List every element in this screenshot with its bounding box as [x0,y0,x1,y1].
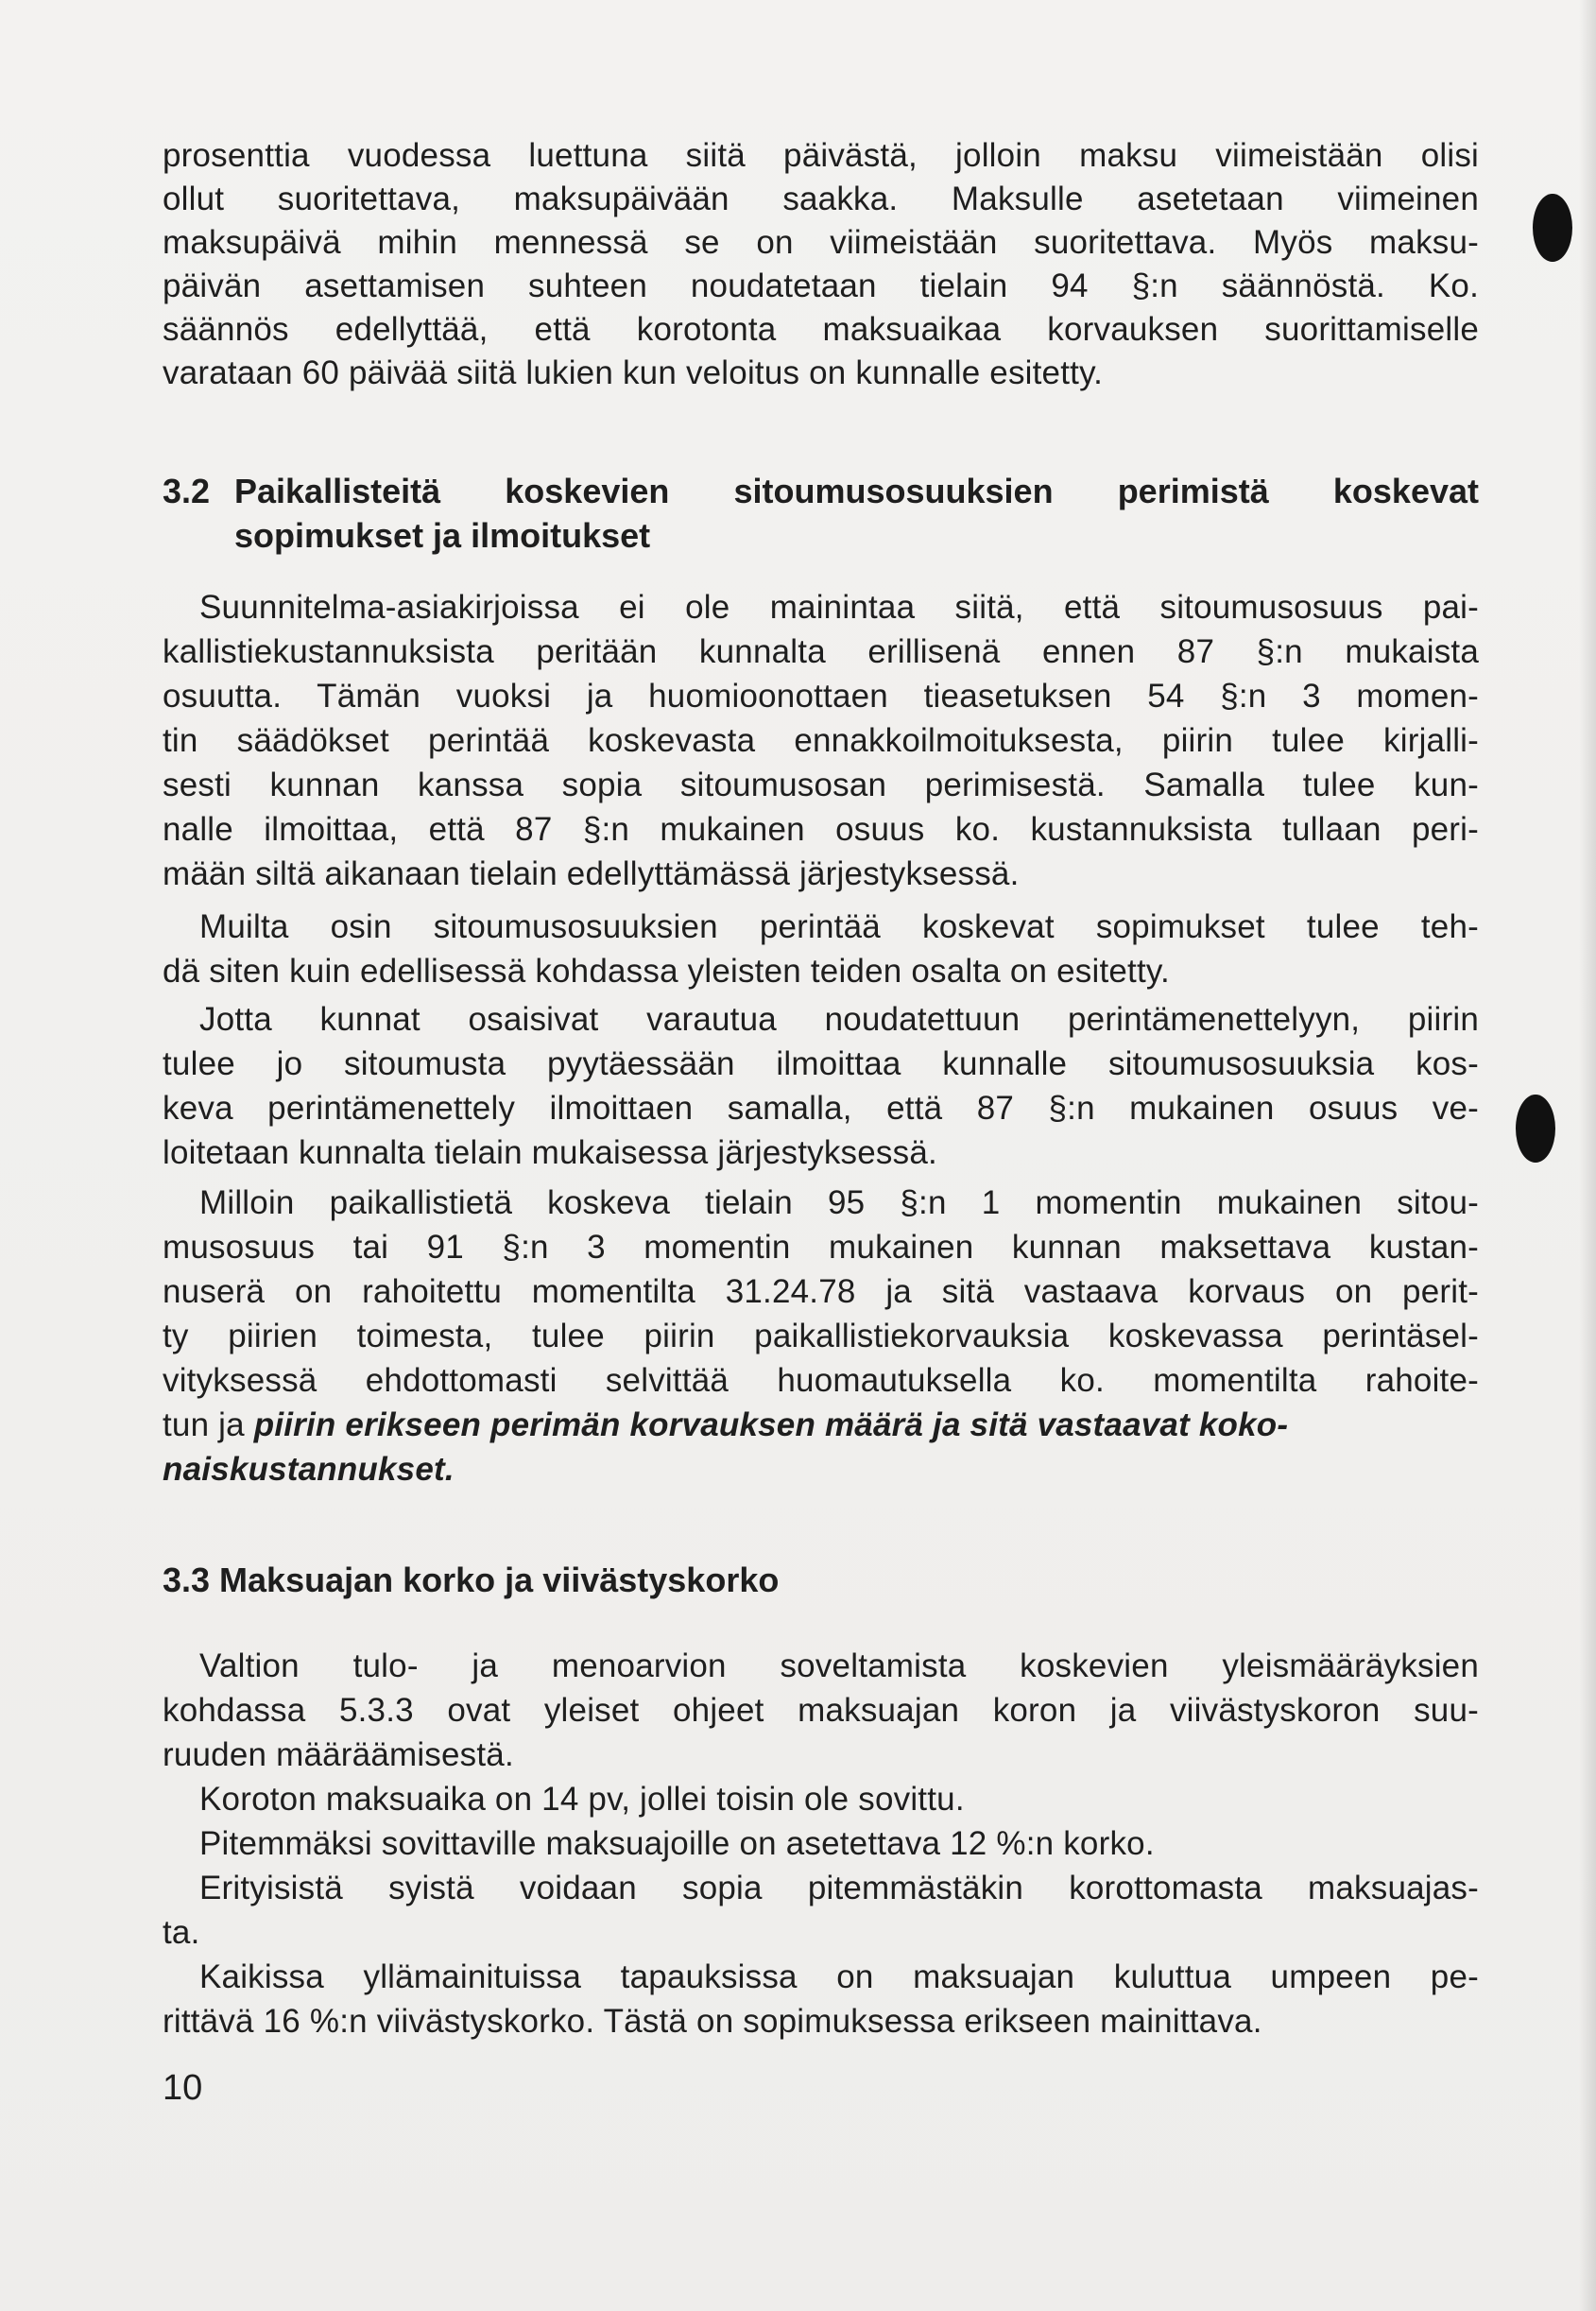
body-line: nalle ilmoittaa, että 87 §:n mukainen osuus ko. kustannuksista tullaan peri- [163,811,1479,848]
body-line: Pitemmäksi sovittaville maksuajoille on asetettava 12 %:n korko. [199,1825,1155,1862]
body-line: loitetaan kunnalta tielain mukaisessa järjestyksessä. [163,1134,937,1171]
body-line: Milloin paikallistietä koskeva tielain 95 §:n 1 momentin mukainen sitou- [199,1184,1479,1221]
body-line: Erityisistä syistä voidaan sopia pitemmästäkin korottomasta maksuajas- [199,1870,1479,1906]
intro-line: maksupäivä mihin mennessä se on viimeistään suoritettava. Myös maksu- [163,224,1479,261]
body-line: rittävä 16 %:n viivästyskorko. Tästä on sopimuksessa erikseen mainittava. [163,2003,1262,2040]
intro-line: säännös edellyttää, että korotonta maksuaikaa korvauksen suorittamiselle [163,311,1479,348]
body-text: tun ja [163,1406,254,1443]
body-line: mään siltä aikanaan tielain edellyttämässä järjestyksessä. [163,855,1020,892]
emphasized-text: naiskustannukset. [163,1451,455,1488]
body-line: sesti kunnan kanssa sopia sitoumusosan perimisestä. Samalla tulee kun- [163,767,1479,803]
intro-line: prosenttia vuodessa luettuna siitä päivästä, jolloin maksu viimeistään olisi [163,137,1479,174]
body-line: ty piirien toimesta, tulee piirin paikallistiekorvauksia koskevassa perintäsel- [163,1318,1479,1354]
body-line: musosuus tai 91 §:n 3 momentin mukainen kunnan maksettava kustan- [163,1229,1479,1266]
intro-line: varataan 60 päivää siitä lukien kun veloitus on kunnalle esitetty. [163,354,1104,391]
body-line: kallistiekustannuksista peritään kunnalta erillisenä ennen 87 §:n mukaista [163,633,1479,670]
body-line: Suunnitelma-asiakirjoissa ei ole mainintaa siitä, että sitoumusosuus pai- [199,589,1479,626]
body-line: tulee jo sitoumusta pyytäessään ilmoittaa kunnalle sitoumusosuuksia kos- [163,1045,1479,1082]
intro-line: ollut suoritettava, maksupäivään saakka. Maksulle asetetaan viimeinen [163,181,1479,217]
section-title: Paikallisteitä koskevien sitoumusosuuksien perimistä koskevat [234,472,1479,510]
body-line: vityksessä ehdottomasti selvittää huomautuksella ko. momentilta rahoite- [163,1362,1479,1399]
emphasized-text: piirin erikseen perimän korvauksen määrä ja sitä vastaavat koko- [253,1406,1289,1443]
body-line: osuutta. Tämän vuoksi ja huomioonottaen tieasetuksen 54 §:n 3 momen- [163,678,1479,715]
body-line: Valtion tulo- ja menoarvion soveltamista koskevien yleismääräyksien [199,1647,1479,1684]
body-line: tin säädökset perintää koskevasta ennakkoilmoituksesta, piirin tulee kirjalli- [163,722,1479,759]
body-line: ta. [163,1914,200,1951]
page-edge-shadow [1579,0,1596,2311]
body-line: ruuden määräämisestä. [163,1736,514,1773]
body-line: dä siten kuin edellisessä kohdassa yleisten teiden osalta on esitetty. [163,953,1170,990]
body-line: Koroton maksuaika on 14 pv, jollei toisin ole sovittu. [199,1781,965,1818]
binder-punch-hole [1533,194,1572,262]
section-title: 3.3 Maksuajan korko ja viivästyskorko [163,1561,780,1599]
body-line: Kaikissa yllämainituissa tapauksissa on maksuajan kuluttua umpeen pe- [199,1958,1479,1995]
binder-punch-hole [1516,1095,1555,1163]
body-line: nuserä on rahoitettu momentilta 31.24.78 ja sitä vastaava korvaus on perit- [163,1273,1479,1310]
body-line: Jotta kunnat osaisivat varautua noudatettuun perintämenettelyyn, piirin [199,1001,1479,1038]
page-number: 10 [163,2068,203,2108]
body-line [163,1403,1479,1447]
intro-line: päivän asettamisen suhteen noudatetaan tielain 94 §:n säännöstä. Ko. [163,267,1479,304]
section-title: sopimukset ja ilmoitukset [234,516,651,555]
body-line: kohdassa 5.3.3 ovat yleiset ohjeet maksuajan koron ja viivästyskoron suu- [163,1692,1479,1729]
body-line: Muilta osin sitoumusosuuksien perintää koskevat sopimukset tulee teh- [199,908,1479,945]
body-line: keva perintämenettely ilmoittaen samalla, että 87 §:n mukainen osuus ve- [163,1090,1479,1127]
section-number: 3.2 [163,472,211,510]
